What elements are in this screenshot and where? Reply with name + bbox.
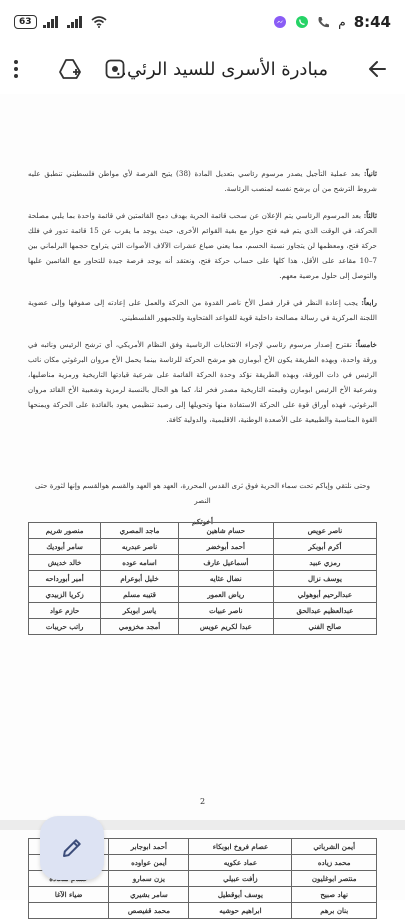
status-bar (0, 0, 405, 44)
table-cell: حازم عواد (29, 603, 101, 619)
edit-fab-button[interactable] (40, 816, 104, 880)
back-arrow-icon[interactable] (362, 54, 392, 84)
table-cell: عبدا لكريم عويس (178, 619, 273, 635)
paragraph-2-text: بعد عملية التأجيل يصدر مرسوم رئاسي بتعديل المادة (38) يتيح الفرصة لأي مواطن فلسطيني تنطبق عليه شروط الترشح من أن يرشح نفسه لمنصب الرئاسة. (28, 169, 377, 193)
table-cell: قتيبه مسلم (101, 587, 179, 603)
table-cell: خليل أبوعرام (101, 571, 179, 587)
paragraph-5-label: خامساً: (355, 340, 377, 349)
signal-icon-2 (67, 16, 85, 28)
table-cell: أمجد مخزومي (101, 619, 179, 635)
battery-icon: 63 (14, 15, 37, 29)
table-cell: محمد قفيصص (109, 903, 189, 919)
table-cell (29, 903, 109, 919)
table-cell: يوسف أبوقطيل (189, 887, 292, 903)
pencil-icon (60, 836, 84, 860)
table-cell: اسامه عوده (101, 555, 179, 571)
paragraph-4-text: يجب إعادة النظر في قرار فصل الأخ ناصر القدوة من الحركة والعمل على إعادته إلى صفوفها وإلى عضوية اللجنة المركزية في رسالة مصالحة داخلية قوية للقواعد الفتحاوية وللجمهور الفلسطيني. (28, 298, 377, 322)
document-title: مبادرة الأسرى للسيد الرئي.. (115, 58, 328, 80)
table-cell: أمير أبورداحه (29, 571, 101, 587)
phone-icon (317, 16, 330, 29)
table-cell: منتصر ابوغليون (292, 871, 377, 887)
table-row (29, 903, 377, 919)
clock: 8:44 (353, 13, 391, 31)
table-cell: أحمد أبوخضر (178, 539, 273, 555)
table-cell: خالد خديش (29, 555, 101, 571)
signoff-text: أخوتكم (192, 517, 213, 526)
table-row (29, 555, 377, 571)
table-cell: عصام فروخ ابوبكاء (189, 839, 292, 855)
table-row (29, 571, 377, 587)
table-row (29, 887, 377, 903)
messenger-icon (273, 15, 287, 29)
table-cell: ضياء الآغا (29, 887, 109, 903)
table-cell: عبدالرحيم أبوهولي (273, 587, 376, 603)
table-cell: ماجد المصري (101, 523, 179, 539)
table-cell: أكرم أبوبكر (273, 539, 376, 555)
table-cell: صالح الفني (273, 619, 376, 635)
paragraph-3 (28, 208, 377, 283)
table-row (29, 587, 377, 603)
clock-ampm: م (338, 15, 346, 29)
paragraph-5-text: نقترح إصدار مرسوم رئاسي لإجراء الانتخابات الرئاسية وفق النظام الأمريكي، أي ترشح الرئيس ونائبه في ورقة واحدة، وبهذه الطريقة يكون الأخ أبومازن هو مرشح الحركة للرئاسة بينما يحمل الأخ مروان البرغوثي مكان نائب الرئيس في ذات الورقة، وبهذه الطريقة نؤكد وحدة الحركة القائمة على شرعية قيادتها التاريخية ورمزية مناضليها، وشرعية الأخ الرئيس ابومازن وقيمته التاريخية مصدر فخر لنا، كما هو الحال بالنسبة لرمزية وشعبية الأخ القائد مروان البرغوثي، فهذه أوراق قوة على الحركة الاستفادة منها وتحويلها إلى رصيد تنظيمي يعود بالفائدة على الحركة ويمنحها القوة المناسبة والطبيعية على الأصعدة الوطنية، الاقليمية، والدولية كافة. (28, 340, 377, 424)
table-row (29, 539, 377, 555)
table-row (29, 603, 377, 619)
table-cell: محمد زياده (292, 855, 377, 871)
table-cell: يوسف نزال (273, 571, 376, 587)
table-cell: سامر بشيري (109, 887, 189, 903)
table-cell: ناصر عبدربه (101, 539, 179, 555)
paragraph-4-label: رابعاً: (361, 298, 377, 307)
table-cell: رياض العمور (178, 587, 273, 603)
signatures-table-1-wrap (28, 522, 377, 635)
table-cell: منصور شريم (29, 523, 101, 539)
table-cell: أسماعيل عارف (178, 555, 273, 571)
table-cell: زكريا الزبيدي (29, 587, 101, 603)
table-row (29, 619, 377, 635)
table-cell: نضال عثايه (178, 571, 273, 587)
table-cell: عماد عكويه (189, 855, 292, 871)
paragraph-4 (28, 295, 377, 325)
document-page-1 (28, 166, 377, 445)
add-to-drive-icon[interactable] (55, 54, 85, 84)
table-cell: سامر أبوديك (29, 539, 101, 555)
table-cell: رمزي عبيد (273, 555, 376, 571)
table-row (29, 523, 377, 539)
table-cell: ناصر عبيات (178, 603, 273, 619)
table-cell: نهاد صبيح (292, 887, 377, 903)
table-cell: راتب حريبات (29, 619, 101, 635)
table-cell: بنان برهم (292, 903, 377, 919)
table-cell: ابراهيم حوشيه (189, 903, 292, 919)
document-viewer[interactable] (0, 94, 405, 915)
whatsapp-icon (295, 15, 309, 29)
table-cell: أيمن الشرباتي (292, 839, 377, 855)
wifi-icon (91, 16, 107, 28)
status-right (273, 13, 391, 31)
table-cell: زأفت عبيلي (189, 871, 292, 887)
paragraph-3-text: بعد المرسوم الرئاسي يتم الإعلان عن سحب قائمة الحرية بهدف دمج القائمتين في قائمة واحدة بما يلبي مصلحة الحركة، في الوقت الذي يتم فيه فتح حوار مع بقية القوائم الأخرى، حيث يوجد ما يقرب عن 15 قائمة تدور في فلك حركة فتح، ومعظمها لن يتجاوز نسبة الحسم، مما يعني ضياع عشرات الآلاف الأصوات التي يتراوح حجمها البرلماني بين 7–10 مقاعد على الأقل، هذا كلها على حساب حركة فتح، ونعتقد أنه يوجد فرصة جيدة للتحاور مع القائمين عليها والتوصل إلى حلول مرضية معهم. (28, 211, 377, 280)
paragraph-2 (28, 166, 377, 196)
table-cell: عبدالعظيم عبدالحق (273, 603, 376, 619)
app-bar (0, 44, 405, 94)
page-number: 2 (199, 797, 206, 806)
table-cell: ياسر ابوبكر (101, 603, 179, 619)
paragraph-5 (28, 337, 377, 427)
paragraph-3-label: ثالثاً: (363, 211, 377, 220)
more-options-icon[interactable] (6, 54, 26, 84)
signal-icon (43, 16, 61, 28)
table-cell: أحمد ابوجابر (109, 839, 189, 855)
table-cell: ناصر عويص (273, 523, 376, 539)
table-cell: يزن سمارو (109, 871, 189, 887)
table-cell: حسام شاهين (178, 523, 273, 539)
closing-text: وحتى نلتقي وإياكم تحت سماء الحرية فوق ثرى القدس المحررة، العهد هو العهد والقسم هوالقسم وإنها لثورة حتى النصر (34, 481, 371, 505)
paragraph-2-label: ثانياً: (363, 169, 378, 178)
table-cell: أيمن عواوده (109, 855, 189, 871)
status-left (14, 15, 107, 29)
signatures-table-1 (28, 522, 377, 635)
